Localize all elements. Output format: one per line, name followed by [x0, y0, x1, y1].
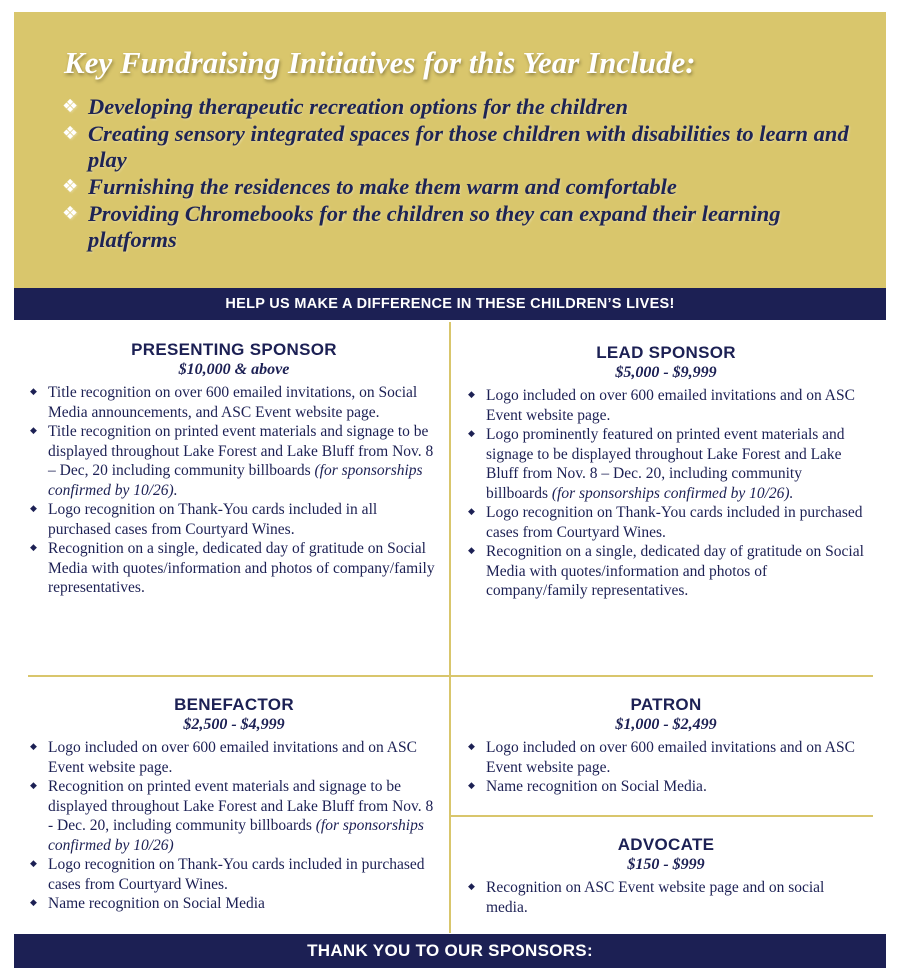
tier-benefits — [28, 383, 440, 598]
tier-range: $1,000 - $2,499 — [615, 716, 717, 733]
bullet-icon: ◆ — [468, 882, 475, 892]
presenting-sponsor-card — [28, 340, 440, 598]
tier-range: $2,500 - $4,999 — [183, 716, 285, 733]
benefit-item: ◆ Recognition on printed event materials and signage to be displayed throughout Lake Forest and Lake Bluff from Nov. 8 - Dec. 20, including community billboards (for sponsorships confirmed by 10/26) — [30, 778, 434, 854]
column-divider — [449, 322, 451, 933]
initiatives-list — [62, 94, 862, 254]
bullet-icon: ◆ — [468, 429, 475, 439]
diamond-bullet-icon: ❖ — [62, 123, 79, 144]
row-divider-right — [451, 675, 873, 677]
benefit-item: ◆ Logo recognition on Thank-You cards included in purchased cases from Courtyard Wines. — [468, 504, 863, 541]
lead-sponsor-card — [466, 343, 866, 601]
benefit-item: ◆ Logo included on over 600 emailed invitations and on ASC Event website page. — [468, 387, 855, 424]
bullet-icon: ◆ — [30, 387, 37, 397]
initiative-item: ❖ Developing therapeutic recreation options for the children — [62, 94, 628, 119]
benefit-item: ◆ Logo included on over 600 emailed invitations and on ASC Event website page. — [468, 739, 855, 776]
bullet-icon: ◆ — [30, 426, 37, 436]
tier-title: PRESENTING SPONSOR — [131, 340, 337, 359]
diamond-bullet-icon: ❖ — [62, 203, 79, 224]
bullet-icon: ◆ — [30, 504, 37, 514]
tier-benefits — [466, 738, 866, 797]
initiatives-title: Key Fundraising Initiatives for this Year Include: — [64, 45, 696, 80]
benefit-item: ◆ Logo recognition on Thank-You cards included in purchased cases from Courtyard Wines. — [30, 856, 425, 893]
tier-title: BENEFACTOR — [174, 695, 294, 714]
tier-benefits — [466, 878, 866, 917]
bullet-icon: ◆ — [468, 781, 475, 791]
bullet-icon: ◆ — [30, 543, 37, 553]
bullet-icon: ◆ — [468, 742, 475, 752]
benefit-item: ◆ Recognition on a single, dedicated day of gratitude on Social Media with quotes/information and photos of company/family representatives. — [30, 540, 435, 596]
benefit-item: ◆ Logo included on over 600 emailed invitations and on ASC Event website page. — [30, 739, 417, 776]
tier-title: PATRON — [630, 695, 702, 714]
benefit-item: ◆ Title recognition on printed event materials and signage to be displayed throughout Lake Forest and Lake Bluff from Nov. 8 – Dec, 20 including community billboards (for sponsorships confirmed by 10/26). — [30, 423, 434, 499]
bullet-icon: ◆ — [468, 546, 475, 556]
diamond-bullet-icon: ❖ — [62, 176, 79, 197]
bullet-icon: ◆ — [30, 781, 37, 791]
tier-benefits — [466, 386, 866, 601]
benefit-item: ◆ Logo prominently featured on printed event materials and signage to be displayed throughout Lake Forest and Lake Bluff from Nov. 8 – Dec. 20, including community billboards (for sponsorships confirmed by 10/26). — [468, 426, 845, 502]
bullet-icon: ◆ — [468, 390, 475, 400]
advocate-card — [466, 835, 866, 917]
patron-advocate-divider — [451, 815, 873, 817]
benefit-item: ◆ Title recognition on over 600 emailed invitations, on Social Media announcements, and ASC Event website page. — [30, 384, 418, 421]
benefactor-card — [28, 695, 440, 914]
bullet-icon: ◆ — [30, 742, 37, 752]
help-banner: HELP US MAKE A DIFFERENCE IN THESE CHILDREN’S LIVES! — [14, 288, 886, 320]
tier-benefits — [28, 738, 440, 914]
tier-title: LEAD SPONSOR — [596, 343, 736, 362]
benefit-item: ◆ Name recognition on Social Media. — [468, 778, 707, 795]
thank-you-banner: THANK YOU TO OUR SPONSORS: — [14, 934, 886, 968]
patron-card — [466, 695, 866, 797]
benefit-item: ◆ Recognition on ASC Event website page and on social media. — [468, 879, 825, 916]
row-divider-left — [28, 675, 449, 677]
bullet-icon: ◆ — [30, 859, 37, 869]
diamond-bullet-icon: ❖ — [62, 96, 79, 117]
bullet-icon: ◆ — [30, 898, 37, 908]
benefit-item: ◆ Recognition on a single, dedicated day of gratitude on Social Media with quotes/information and photos of company/family representatives. — [468, 543, 864, 599]
bullet-icon: ◆ — [468, 507, 475, 517]
tier-title: ADVOCATE — [617, 835, 715, 854]
initiative-item: ❖ Providing Chromebooks for the children so they can expand their learning platforms — [62, 201, 781, 252]
tier-range: $150 - $999 — [627, 856, 705, 873]
initiatives-panel — [14, 12, 886, 288]
initiative-item: ❖ Furnishing the residences to make them warm and comfortable — [62, 174, 677, 199]
benefit-item: ◆ Name recognition on Social Media — [30, 895, 265, 912]
tier-range: $5,000 - $9,999 — [615, 364, 717, 381]
initiative-item: ❖ Creating sensory integrated spaces for those children with disabilities to learn and play — [62, 121, 849, 172]
benefit-item: ◆ Logo recognition on Thank-You cards included in all purchased cases from Courtyard Wines. — [30, 501, 378, 538]
tier-range: $10,000 & above — [178, 361, 290, 378]
